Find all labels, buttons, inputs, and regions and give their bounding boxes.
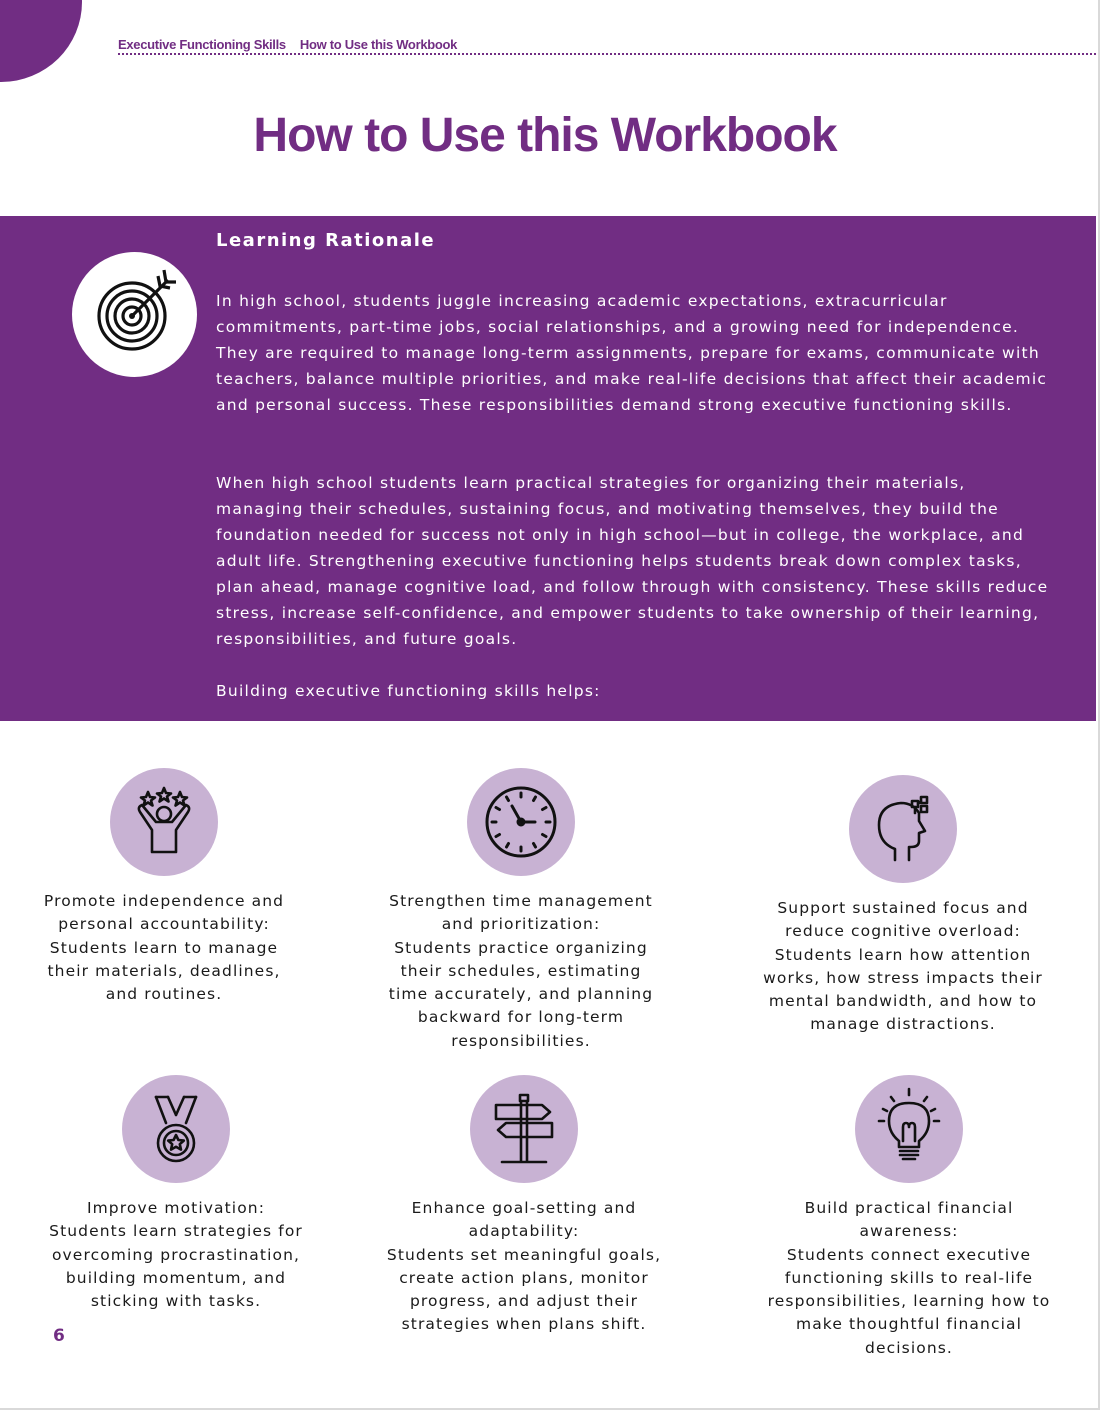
skill-line: create action plans, monitor <box>399 1268 649 1287</box>
skill-line: Students set meaningful goals, <box>386 1245 662 1264</box>
target-arrow-icon <box>72 252 197 377</box>
skill-goal-setting <box>364 1075 684 1337</box>
head-brain-icon <box>849 775 957 883</box>
skill-line: Strengthen time management <box>389 892 653 910</box>
skill-line: building momentum, and <box>65 1268 287 1287</box>
skill-line: works, how stress impacts their <box>763 968 1043 987</box>
skill-line: Students learn to manage <box>49 938 279 957</box>
skill-line: strategies when plans shift. <box>401 1315 647 1334</box>
icon-circle <box>110 768 218 876</box>
page-title: How to Use this Workbook <box>253 109 837 162</box>
skill-line: Support sustained focus and <box>777 899 1029 917</box>
header-book-title: Executive Functioning Skills <box>118 37 286 52</box>
target-badge <box>72 252 197 377</box>
skill-line: Enhance goal-setting and <box>411 1199 637 1217</box>
skill-line: awareness: <box>859 1222 959 1241</box>
skill-line: reduce cognitive overload: <box>785 922 1021 941</box>
rationale-lead-in: Building executive functioning skills helps: <box>216 682 601 700</box>
skill-line: time accurately, and planning <box>388 985 654 1004</box>
corner-decoration <box>0 0 82 82</box>
rationale-paragraph-1: In high school, students juggle increasing academic expectations, extracurricular commitments, part-time jobs, social relationships, and a growing need for independence. They are required to manage long-term assignments, prepare for exams, communicate with teachers, balance multiple priorities, and make real-life decisions that affect their academic and personal success. These responsibilities demand strong executive functioning skills. <box>216 292 1048 414</box>
section-heading: Learning Rationale <box>216 230 436 251</box>
skill-line: their materials, deadlines, <box>47 961 281 980</box>
skill-time-management <box>361 768 681 1053</box>
skill-line: Students learn how attention <box>774 945 1032 964</box>
skill-line: functioning skills to real-life <box>784 1268 1034 1287</box>
running-header <box>118 37 1096 55</box>
page-number: 6 <box>53 1326 65 1346</box>
icon-circle <box>122 1075 230 1183</box>
skill-line: and routines. <box>105 985 223 1004</box>
skill-line: personal accountability: <box>58 915 270 934</box>
rationale-paragraph-2: When high school students learn practical strategies for organizing their materials, managing their schedules, sustaining focus, and motivating themselves, they build the foundation needed for success not only in high school—but in college, the workplace, and adult life. Strengthening executive functioning helps students break down complex tasks, plan ahead, manage cognitive load, and follow through with consistency. These skills reduce stress, increase self-confidence, and empower students to take ownership of their learning, responsibilities, and future goals. <box>216 474 1049 648</box>
skill-financial-awareness <box>749 1075 1069 1360</box>
skill-line: and prioritization: <box>441 915 601 934</box>
skill-line: backward for long-term <box>417 1008 625 1027</box>
header-section-title: How to Use this Workbook <box>299 37 458 52</box>
skill-line: adaptability: <box>468 1222 580 1241</box>
learning-rationale-section <box>0 216 1096 721</box>
skill-line: mental bandwidth, and how to <box>768 992 1038 1011</box>
clock-icon <box>467 768 575 876</box>
skill-motivation <box>16 1075 336 1313</box>
skill-text <box>743 897 1063 1037</box>
skill-line: responsibilities, learning how to <box>767 1292 1051 1311</box>
icon-circle <box>849 775 957 883</box>
skill-line: progress, and adjust their <box>409 1292 639 1311</box>
lightbulb-icon <box>855 1075 963 1183</box>
skill-sustained-focus <box>743 775 1063 1037</box>
skill-independence <box>4 768 324 1006</box>
skill-line: sticking with tasks. <box>90 1292 262 1311</box>
skill-line: responsibilities. <box>451 1031 591 1050</box>
skill-text <box>4 890 324 1006</box>
icon-circle <box>855 1075 963 1183</box>
skill-line: their schedules, estimating <box>400 961 642 980</box>
skill-line: manage distractions. <box>810 1015 996 1034</box>
skill-line: Improve motivation: <box>86 1199 266 1217</box>
skill-line: make thoughtful financial <box>796 1315 1022 1334</box>
skill-line: decisions. <box>865 1338 953 1357</box>
celebrating-person-icon <box>110 768 218 876</box>
skill-line: Students practice organizing <box>394 938 648 957</box>
medal-icon <box>122 1075 230 1183</box>
skill-text <box>361 890 681 1053</box>
skill-line: Build practical financial <box>804 1199 1014 1217</box>
skill-text <box>749 1197 1069 1360</box>
skill-line: Students connect executive <box>786 1245 1032 1264</box>
skill-line: Students learn strategies for <box>49 1222 303 1241</box>
icon-circle <box>470 1075 578 1183</box>
skill-text <box>364 1197 684 1337</box>
skill-text <box>16 1197 336 1313</box>
skill-line: overcoming procrastination, <box>51 1245 301 1264</box>
signpost-icon <box>470 1075 578 1183</box>
skill-line: Promote independence and <box>43 892 285 910</box>
icon-circle <box>467 768 575 876</box>
